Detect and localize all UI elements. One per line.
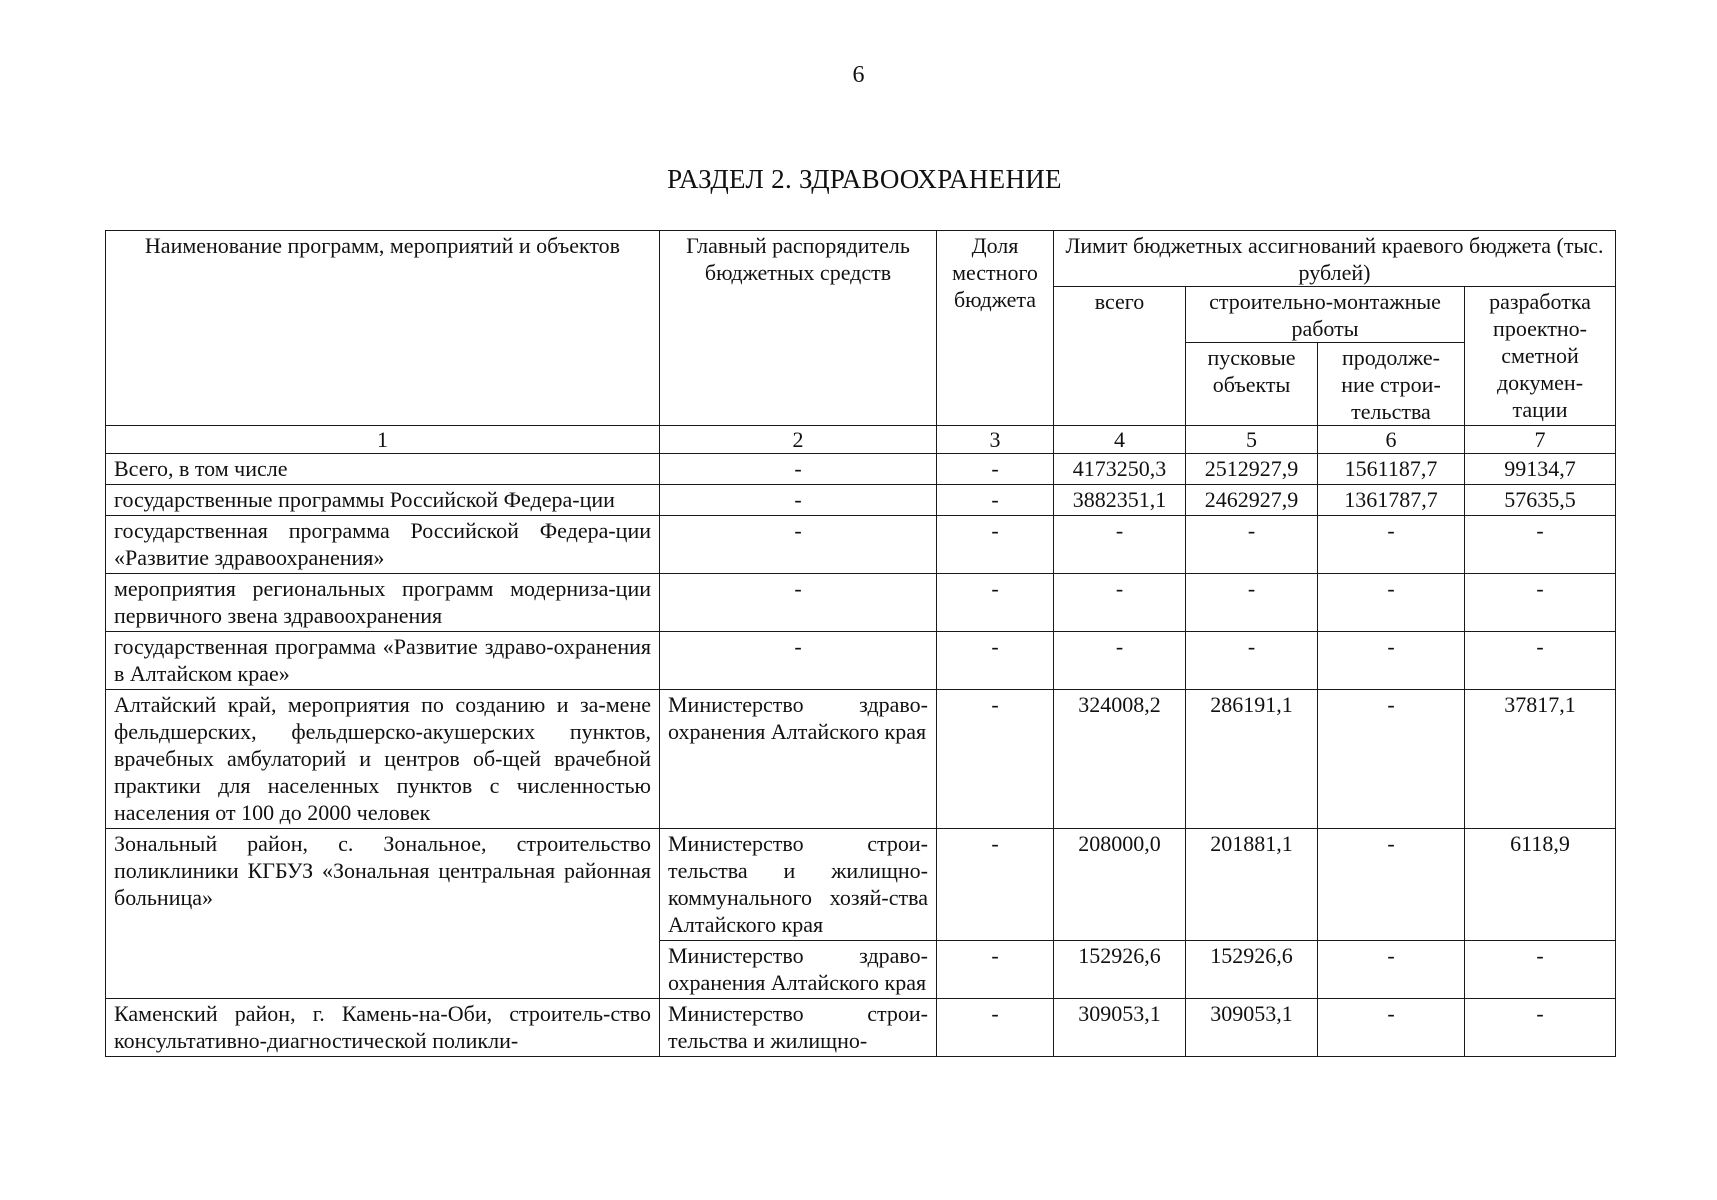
table-row bbox=[106, 516, 1616, 574]
design-value: 37817,1 bbox=[1465, 690, 1616, 829]
section-title: РАЗДЕЛ 2. ЗДРАВООХРАНЕНИЕ bbox=[667, 164, 1062, 194]
design-value: - bbox=[1465, 941, 1616, 999]
header-org: Главный распорядитель бюджетных средств bbox=[660, 231, 937, 426]
header-design-docs: разработка проектно-сметной докумен-тации bbox=[1465, 287, 1616, 426]
launch-value: 309053,1 bbox=[1186, 999, 1318, 1057]
design-value: - bbox=[1465, 574, 1616, 632]
design-value: - bbox=[1465, 632, 1616, 690]
table-row bbox=[106, 485, 1616, 516]
program-name: Зональный район, с. Зональное, строительство поликлиники КГБУЗ «Зональная центральная районная больница» bbox=[106, 829, 660, 941]
program-name: Всего, в том числе bbox=[106, 454, 660, 485]
page-number: 6 bbox=[852, 62, 865, 88]
budget-holder: - bbox=[660, 632, 937, 690]
column-number: 6 bbox=[1318, 426, 1465, 454]
local-share: - bbox=[937, 941, 1054, 999]
budget-holder: - bbox=[660, 485, 937, 516]
header-total: всего bbox=[1054, 287, 1186, 426]
continuation-value: - bbox=[1318, 999, 1465, 1057]
column-number: 2 bbox=[660, 426, 937, 454]
table-row bbox=[106, 999, 1616, 1057]
program-name: государственные программы Российской Федера-ции bbox=[106, 485, 660, 516]
design-value: 57635,5 bbox=[1465, 485, 1616, 516]
table-row bbox=[106, 829, 1616, 941]
continuation-value: - bbox=[1318, 632, 1465, 690]
table-header bbox=[106, 231, 1616, 454]
total-value: 4173250,3 bbox=[1054, 454, 1186, 485]
launch-value: - bbox=[1186, 632, 1318, 690]
table-row bbox=[106, 632, 1616, 690]
table-row bbox=[106, 454, 1616, 485]
design-value: - bbox=[1465, 516, 1616, 574]
table-row bbox=[106, 941, 1616, 999]
budget-table bbox=[105, 230, 1616, 1057]
program-name: государственная программа Российской Федера-ции «Развитие здравоохранения» bbox=[106, 516, 660, 574]
launch-value: 2462927,9 bbox=[1186, 485, 1318, 516]
header-launch-objects: пусковые объекты bbox=[1186, 343, 1318, 426]
local-share: - bbox=[937, 574, 1054, 632]
column-number: 7 bbox=[1465, 426, 1616, 454]
column-number: 3 bbox=[937, 426, 1054, 454]
program-name: Алтайский край, мероприятия по созданию и за-мене фельдшерских, фельдшерско-акушерских пунктов, врачебных амбулаторий и центров об-щей врачебной практики для населенных пунктов с численностью населения от 100 до 2000 человек bbox=[106, 690, 660, 829]
launch-value: 201881,1 bbox=[1186, 829, 1318, 941]
header-name: Наименование программ, мероприятий и объектов bbox=[106, 231, 660, 426]
budget-holder: Министерство строи-тельства и жилищно-коммунального хозяй-ства Алтайского края bbox=[660, 829, 937, 941]
local-share: - bbox=[937, 485, 1054, 516]
header-local-share: Доля местного бюджета bbox=[937, 231, 1054, 426]
local-share: - bbox=[937, 516, 1054, 574]
design-value: 6118,9 bbox=[1465, 829, 1616, 941]
total-value: 3882351,1 bbox=[1054, 485, 1186, 516]
program-name: государственная программа «Развитие здраво-охранения в Алтайском крае» bbox=[106, 632, 660, 690]
total-value: 309053,1 bbox=[1054, 999, 1186, 1057]
budget-holder: Министерство здраво-охранения Алтайского края bbox=[660, 690, 937, 829]
local-share: - bbox=[937, 632, 1054, 690]
program-name: Каменский район, г. Камень-на-Оби, строитель-ство консультативно-диагностической поликли- bbox=[106, 999, 660, 1057]
local-share: - bbox=[937, 454, 1054, 485]
continuation-value: - bbox=[1318, 829, 1465, 941]
continuation-value: - bbox=[1318, 574, 1465, 632]
table-row bbox=[106, 690, 1616, 829]
column-number: 4 bbox=[1054, 426, 1186, 454]
total-value: 324008,2 bbox=[1054, 690, 1186, 829]
launch-value: - bbox=[1186, 574, 1318, 632]
launch-value: - bbox=[1186, 516, 1318, 574]
column-number: 1 bbox=[106, 426, 660, 454]
local-share: - bbox=[937, 999, 1054, 1057]
launch-value: 2512927,9 bbox=[1186, 454, 1318, 485]
column-number-row bbox=[106, 426, 1616, 454]
table-row bbox=[106, 574, 1616, 632]
continuation-value: - bbox=[1318, 941, 1465, 999]
local-share: - bbox=[937, 690, 1054, 829]
column-number: 5 bbox=[1186, 426, 1318, 454]
total-value: - bbox=[1054, 574, 1186, 632]
budget-holder: Министерство здраво-охранения Алтайского края bbox=[660, 941, 937, 999]
design-value: 99134,7 bbox=[1465, 454, 1616, 485]
budget-holder: - bbox=[660, 574, 937, 632]
total-value: - bbox=[1054, 516, 1186, 574]
header-construction: строительно-монтажные работы bbox=[1186, 287, 1465, 343]
program-name bbox=[106, 941, 660, 999]
total-value: 152926,6 bbox=[1054, 941, 1186, 999]
launch-value: 286191,1 bbox=[1186, 690, 1318, 829]
continuation-value: 1361787,7 bbox=[1318, 485, 1465, 516]
local-share: - bbox=[937, 829, 1054, 941]
header-budget-limit: Лимит бюджетных ассигнований краевого бюджета (тыс. рублей) bbox=[1054, 231, 1616, 287]
total-value: - bbox=[1054, 632, 1186, 690]
budget-holder: Министерство строи-тельства и жилищно- bbox=[660, 999, 937, 1057]
continuation-value: 1561187,7 bbox=[1318, 454, 1465, 485]
total-value: 208000,0 bbox=[1054, 829, 1186, 941]
budget-holder: - bbox=[660, 516, 937, 574]
continuation-value: - bbox=[1318, 690, 1465, 829]
program-name: мероприятия региональных программ модерниза-ции первичного звена здравоохранения bbox=[106, 574, 660, 632]
launch-value: 152926,6 bbox=[1186, 941, 1318, 999]
header-continuation: продолже-ние строи-тельства bbox=[1318, 343, 1465, 426]
design-value: - bbox=[1465, 999, 1616, 1057]
continuation-value: - bbox=[1318, 516, 1465, 574]
budget-holder: - bbox=[660, 454, 937, 485]
